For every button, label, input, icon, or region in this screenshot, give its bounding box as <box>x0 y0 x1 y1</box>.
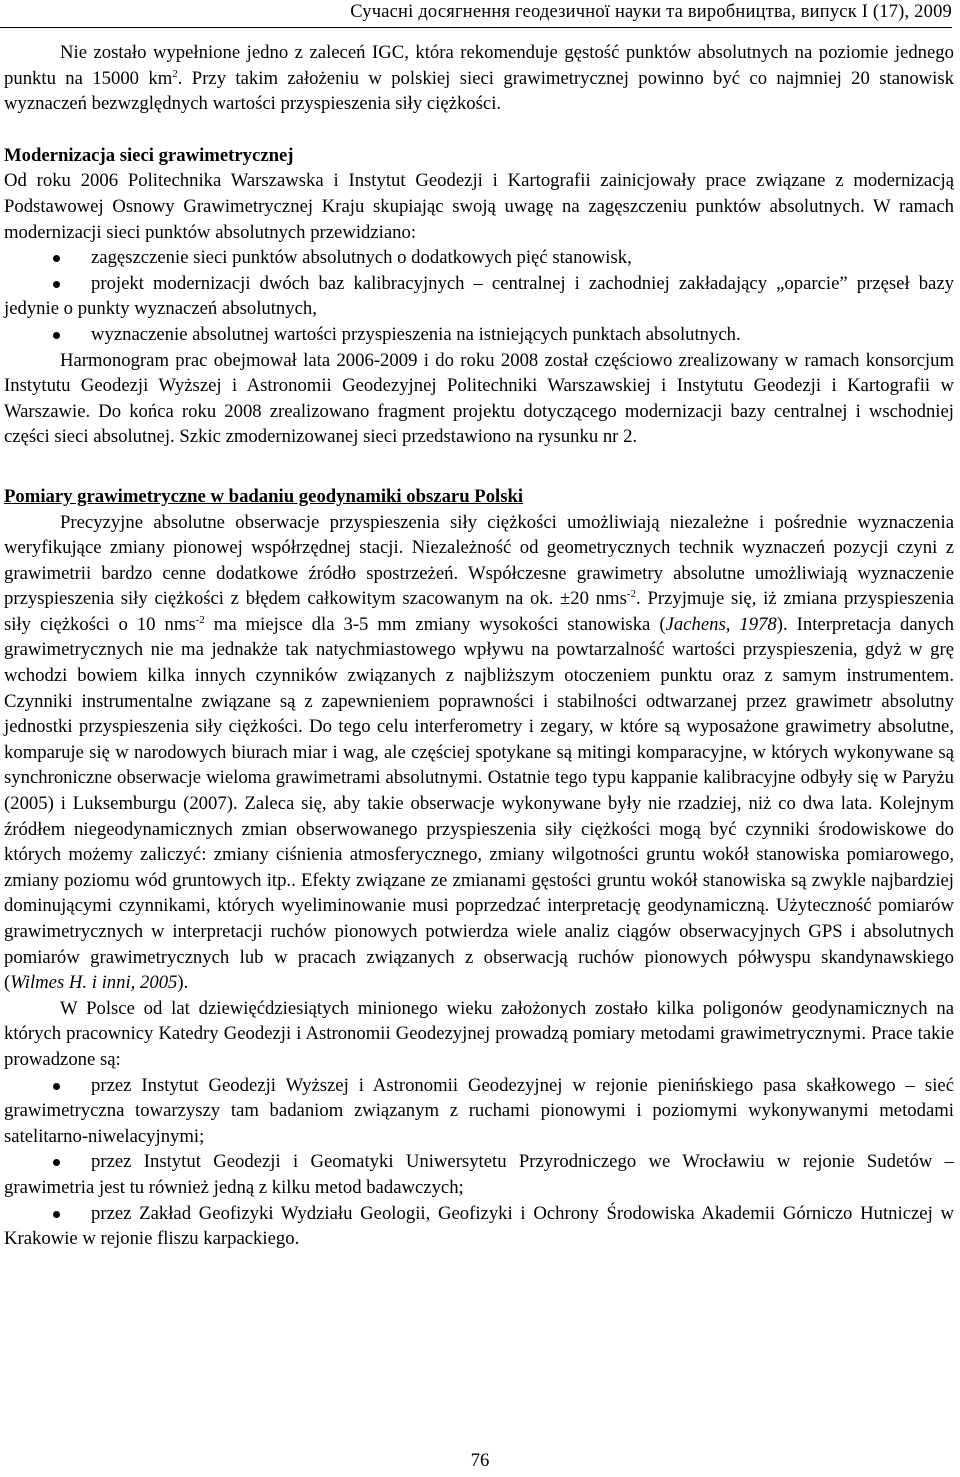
page-number: 76 <box>470 1450 490 1471</box>
header-rule <box>0 27 952 28</box>
text: ). <box>177 972 189 994</box>
citation: Jachens, 1978 <box>665 613 777 635</box>
intro-text-a: Nie zostało wypełnione jedno z zaleceń IGC, która rekomenduje gęstość punktów absolutnych na poziomie jednego punktu na 15000 km <box>4 42 954 89</box>
intro-paragraph <box>4 40 954 117</box>
text: . Przyjmuje się, iż zmiana przyspieszenia siły ciężkości o 10 nms <box>4 588 955 635</box>
bullet-icon <box>53 1211 60 1218</box>
list-item-text: wyznaczenie absolutnej wartości przyspieszenia na istniejących punktach absolutnych. <box>91 323 741 345</box>
section-heading-modernizacja: Modernizacja sieci grawimetrycznej <box>4 144 294 166</box>
section2-paragraph-1 <box>4 510 954 996</box>
superscript: 2 <box>172 67 178 80</box>
section1-paragraph-2: Harmonogram prac obejmował lata 2006-2009 i do roku 2008 został częściowo zrealizowany w ramach konsorcjum Instytutu Geodezji Wyższej i Astronomii Geodezyjnej Politechniki Warszawskiej i Instytutu Geodezji i Kartografii w Warszawie. Do końca roku 2008 zrealizowano fragment projektu dotyczącego modernizacji bazy centralnej i wschodniej części sieci absolutnej. Szkic zmodernizowanej sieci przedstawiono na rysunku nr 2. <box>4 349 954 448</box>
superscript: -2 <box>626 588 637 601</box>
list-item <box>4 271 954 322</box>
spacer <box>4 450 954 476</box>
list-item <box>4 322 954 348</box>
running-header: Сучасні досягнення геодезичної науки та виробництва, випуск I (17), 2009 <box>350 2 952 22</box>
page-body <box>4 40 954 1252</box>
list-item <box>4 1073 954 1150</box>
list-item-text: projekt modernizacji dwóch baz kalibracyjnych – centralnej i zachodniej zakładający „oparcie” przęseł bazy jedynie o punkty wyznaczeń absolutnych, <box>4 272 954 320</box>
text: ). Interpretacja danych grawimetrycznych nie ma jednakże tak natychmiastowego wpływu na powtarzalność wartości przyspieszenia, gdyż w grę wchodzi bowiem kilka innych czynników związanych z najbliższym otoczeniem punktu oraz z samym instrumentem. Czynniki instrumentalne związane są z zapewnieniem poprawności i stabilności odtwarzanej przez grawimetr absolutny jednostki przyspieszenia siły ciężkości. Do tego celu interferometry i zegary, w które są wyposażone grawimetry absolutne, komparuje się w narodowych biurach miar i wag, ale częściej spotykane są mitingi komparacyjne, w których wykonywane są synchroniczne obserwacje wieloma grawimetrami absolutnymi. Ostatnie tego typu kappanie kalibracyjne odbyły się w Paryżu (2005) i Luksemburgu (2007). Zaleca się, aby takie obserwacje wykonywane były nie rzadziej, niż co dwa lata. Kolejnym źródłem niegeodynamicznych zmian obserwowanego przyspieszenia siły ciężkości mogą być czynniki środowiskowe do których możemy zaliczyć: zmiany ciśnienia atmosferycznego, zmiany wilgotności gruntu wokół stanowiska pomiarowego, zmiany poziomu wód gruntowych itp.. Efekty związane ze zmianami gęstości gruntu wokół stanowiska są zwykle najbardziej dominującymi czynnikami, których wyeliminowanie musi poprzedzać interpretację geodynamiczną. Użyteczność pomiarów grawimetrycznych w interpretacji ruchów pionowych potwierdza wiele analiz ciągów obserwacyjnych GPS i absolutnych pomiarów grawimetrycznych lub w pracach związanych z obserwacją ruchów pionowych półwyspu skandynawskiego ( <box>4 613 954 994</box>
list-item-text: przez Instytut Geodezji i Geomatyki Uniwersytetu Przyrodniczego we Wrocławiu w rejonie Sudetów – grawimetria jest tu również jedną z kilku metod badawczych; <box>4 1151 954 1198</box>
text: ma miejsce dla 3-5 mm zmiany wysokości stanowiska ( <box>204 613 666 635</box>
list-item-text: przez Zakład Geofizyki Wydziału Geologii, Geofizyki i Ochrony Środowiska Akademii Górniczo Hutniczej w Krakowie w rejonie fliszu karpackiego. <box>4 1202 954 1250</box>
bullet-icon <box>53 1159 60 1166</box>
spacer <box>4 476 954 484</box>
bullet-icon <box>53 255 60 262</box>
text: Precyzyjne absolutne obserwacje przyspieszenia siły ciężkości umożliwiają niezależne i pośrednie wyznaczenia weryfikujące zmiany pionowej współrzędnej stacji. Niezależność od geometrycznych technik wyznaczeń pozycji czyni z grawimetrii bardzo cenne dodatkowe źródło spostrzeżeń. Współczesne grawimetry absolutne umożliwiają wyznaczenie przyspieszenia siły ciężkości z błędem całkowitym szacowanym na ok. ±20 nms <box>4 511 954 610</box>
superscript: -2 <box>195 613 205 626</box>
section-heading-pomiary: Pomiary grawimetryczne w badaniu geodynamiki obszaru Polski <box>4 485 524 507</box>
bullet-icon <box>53 281 60 288</box>
section1-paragraph-1: Od roku 2006 Politechnika Warszawska i Instytut Geodezji i Kartografii zainicjowały prace związane z modernizacją Podstawowej Osnowy Grawimetrycznej Kraju skupiając swoją uwagę na zagęszczeniu punktów absolutnych. W ramach modernizacji sieci punktów absolutnych przewidziano: <box>4 170 954 243</box>
list-item <box>4 1149 954 1200</box>
intro-text-b: . Przy takim założeniu w polskiej sieci grawimetrycznej powinno być co najmniej 20 stanowisk wyznaczeń bezwzględnych wartości przyspieszenia siły ciężkości. <box>4 67 954 115</box>
spacer <box>4 117 954 143</box>
list-item <box>4 245 954 271</box>
section2-paragraph-2: W Polsce od lat dziewięćdziesiątych minionego wieku założonych zostało kilka poligonów geodynamicznych na których pracownicy Katedry Geodezji i Astronomii Geodezyjnej prowadzą pomiary metodami grawimetrycznymi. Prace takie prowadzone są: <box>4 997 954 1070</box>
list-item <box>4 1201 954 1252</box>
bullet-icon <box>53 332 60 339</box>
list-item-text: przez Instytut Geodezji Wyższej i Astronomii Geodezyjnej w rejonie pienińskiego pasa skałkowego – sieć grawimetryczna towarzyszy tam badaniom związanym z ruchami pionowymi i poziomymi wykonywanymi metodami satelitarno-niwelacyjnymi; <box>4 1074 954 1147</box>
citation: Wilmes H. i inni, 2005 <box>10 972 178 994</box>
bullet-icon <box>53 1083 60 1090</box>
list-item-text: zagęszczenie sieci punktów absolutnych o dodatkowych pięć stanowisk, <box>91 247 632 269</box>
